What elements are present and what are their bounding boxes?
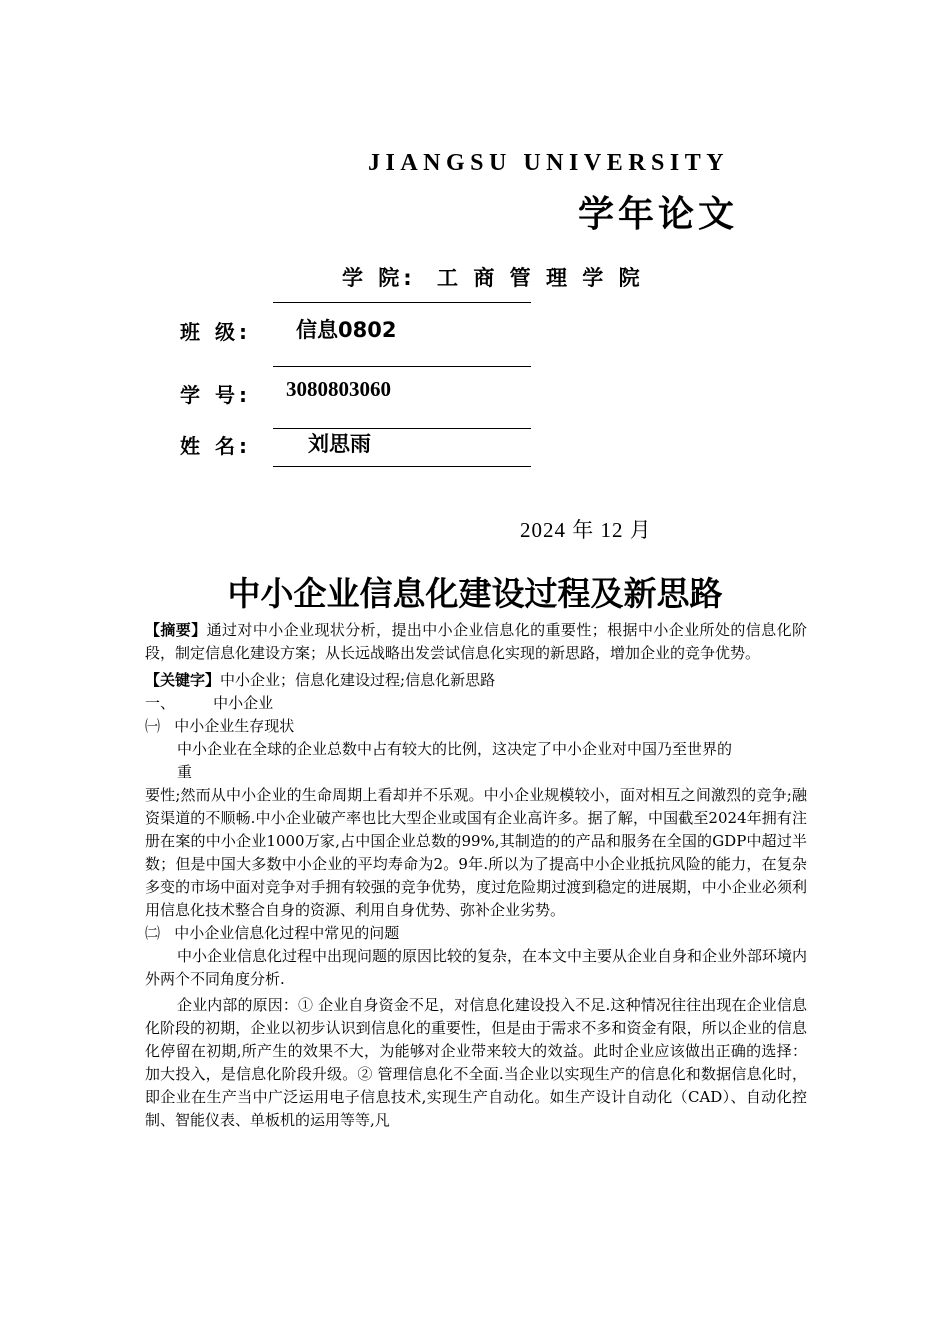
paragraph-1: 要性;然而从中小企业的生命周期上看却并不乐观。中小企业规模较小，面对相互之间激烈的竞争;融资渠道的不顺畅.中小企业破产率也比大型企业或国有企业高许多。据了解，中国截至2024年拥有注册在案的中小企业1000万家,占中国企业总数的99%,其制造的的产品和服务在全国的GDP中超过半数；但是中国大多数中小企业的平均寿命为2。9年.所以为了提高中小企业抵抗风险的能力，在复杂多变的市场中面对竞争对手拥有较强的竞争优势，度过危险期过渡到稳定的进展期，中小企业必须利用信息化技术整合自身的资源、利用自身优势、弥补企业劣势。 bbox=[145, 786, 807, 919]
subsection-heading-2: ㈡ 中小企业信息化过程中常见的问题 bbox=[145, 924, 400, 942]
abstract bbox=[145, 619, 807, 665]
id-value: 3080803060 bbox=[286, 377, 391, 401]
paragraph-3: 企业内部的原因：① 企业自身资金不足，对信息化建设投入不足.这种情况往往出现在企业信息化阶段的初期，企业以初步认识到信息化的重要性，但是由于需求不多和资金有限，所以企业的信息化停留在初期,所产生的效果不大，为能够对企业带来较大的效益。此时企业应该做出正确的选择：加大投入，是信息化阶段升级。② 管理信息化不全面.当企业以实现生产的信息化和数据信息化时，即企业在生产当中广泛运用电子信息技术,实现生产自动化。如生产设计自动化（CAD）、自动化控制、智能仪表、单板机的运用等等,凡 bbox=[145, 996, 807, 1129]
paragraph-1-wrap: 重 bbox=[177, 763, 193, 781]
paper-title: 中小企业信息化建设过程及新思路 bbox=[227, 574, 723, 613]
name-label: 姓 名: bbox=[180, 434, 251, 458]
name-value: 刘思雨 bbox=[308, 432, 371, 456]
college-field bbox=[342, 262, 644, 292]
class-label: 班 级: bbox=[180, 320, 251, 344]
university-name: JIANGSU UNIVERSITY bbox=[368, 150, 730, 176]
section-heading-1: 一、 中小企业 bbox=[145, 694, 274, 712]
paper-body bbox=[145, 619, 807, 1132]
abstract-text: 通过对中小企业现状分析，提出中小企业信息化的重要性；根据中小企业所处的信息化阶段，制定信息化建设方案；从长远战略出发尝试信息化实现的新思路，增加企业的竞争优势。 bbox=[145, 621, 807, 662]
paragraph-1-first-line: 中小企业在全球的企业总数中占有较大的比例，这决定了中小企业对中国乃至世界的 bbox=[177, 740, 733, 758]
class-top-underline bbox=[273, 302, 531, 303]
class-value: 信息0802 bbox=[296, 318, 397, 342]
thesis-type: 学年论文 bbox=[578, 193, 739, 235]
name-underline bbox=[273, 466, 531, 467]
class-underline bbox=[273, 366, 531, 367]
college-label: 学 院: bbox=[342, 266, 416, 290]
id-label: 学 号: bbox=[180, 383, 251, 407]
college-value: 工 商 管 理 学 院 bbox=[437, 266, 644, 290]
abstract-label: 【摘要】 bbox=[145, 621, 207, 639]
cover-date: 2024 年 12 月 bbox=[520, 518, 652, 542]
keywords-label: 【关键字】 bbox=[145, 671, 221, 689]
keywords-text: 中小企业；信息化建设过程;信息化新思路 bbox=[220, 671, 496, 689]
subsection-heading-1: ㈠ 中小企业生存现状 bbox=[145, 717, 295, 735]
keywords bbox=[145, 669, 807, 692]
paragraph-2: 中小企业信息化过程中出现问题的原因比较的复杂，在本文中主要从企业自身和企业外部环境内外两个不同角度分析. bbox=[145, 947, 808, 988]
